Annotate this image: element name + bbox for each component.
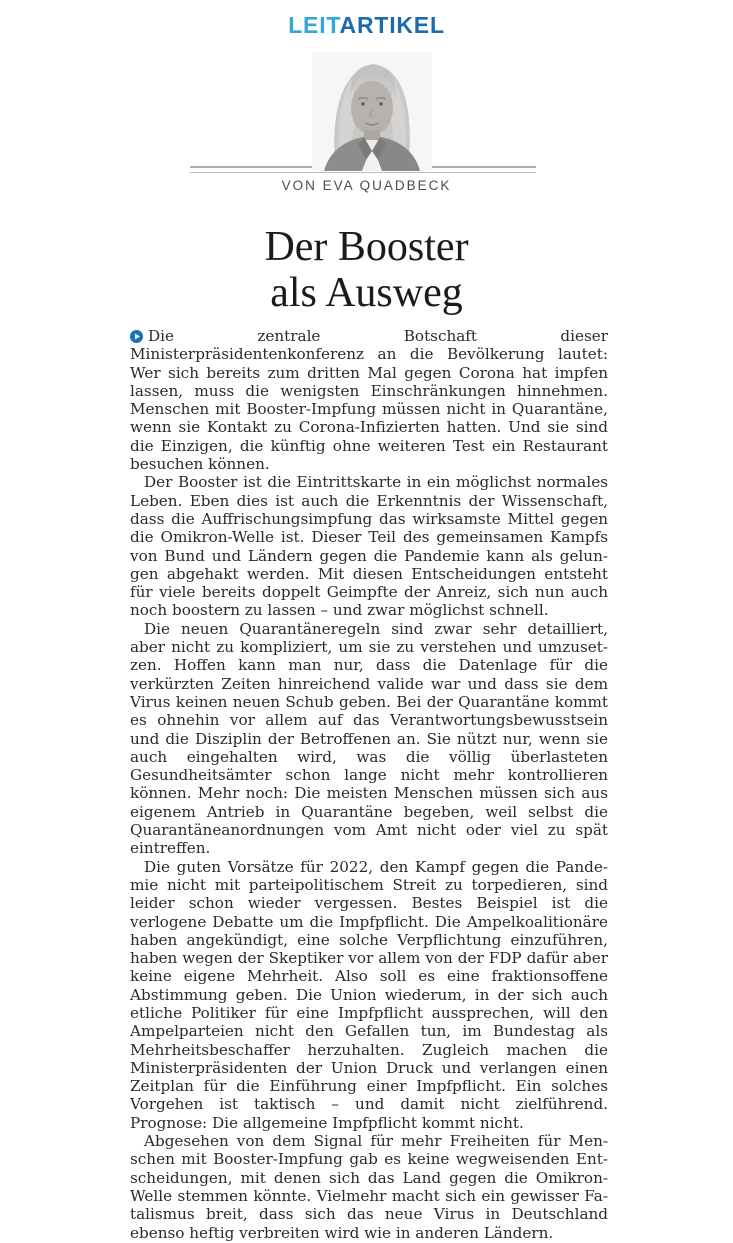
article-paragraph: Der Booster ist die Eintrittskarte in ein möglichst normales Leben. Eben dies ist auch die Erkenntnis der Wissenschaft, dass die Auffrischungsimpfung das wirksamste Mittel gegen die Omikron-Welle ist. Dieser Teil des gemeinsamen Kampfs von Bund und Ländern gegen die Pandemie kann als gelungen abgehakt werden. Mit diesen Entscheidungen entsteht für viele bereits doppelt Geimpfte der Anreiz, sich nun auch noch boostern zu lassen – und zwar möglichst schnell.	[130, 473, 608, 620]
author-portrait-photo	[312, 52, 432, 171]
section-kicker	[0, 12, 733, 39]
title-line1: Der Booster	[264, 224, 469, 270]
article-paragraph: Abgesehen von dem Signal für mehr Freiheiten für Menschen mit Booster-Impfung gab es keine wegweisenden Entscheidungen, mit denen sich das Land gegen die Omikron-Welle stemmen könnte. Vielmehr macht sich ein gewisser Fatalismus breit, dass sich das neue Virus in Deutschland ebenso heftig verbreiten wird wie in anderen Ländern.	[130, 1132, 608, 1242]
portrait-illustration	[312, 52, 432, 171]
title-line2: als Ausweg	[270, 270, 463, 316]
play-bullet-icon	[130, 330, 143, 343]
article-title	[0, 224, 733, 316]
paragraph-text: Die zentrale Botschaft dieser Ministerpräsidentenkonferenz an die Bevölkerung lautet: Wer sich bereits zum dritten Mal gegen Corona hat impfen lassen, muss die wenigsten Einschränkungen hinnehmen. Menschen mit Booster-Impfung müssen nicht in Quarantäne, wenn sie Kontakt zu Corona-Infizierten hatten. Und sie sind die Einzigen, die künftig ohne weiteren Test ein Restaurant besuchen können.	[130, 327, 608, 474]
article-paragraph: Die guten Vorsätze für 2022, den Kampf gegen die Pandemie nicht mit parteipolitischem Streit zu torpedieren, sind leider schon wieder vergessen. Bestes Beispiel ist die verlogene Debatte um die Impfpflicht. Die Ampelkoalitionäre haben angekündigt, eine solche Verpflichtung einzuführen, haben wegen der Skeptiker vor allem von der FDP dafür aber keine eigene Mehrheit. Also soll es eine fraktionsoffene Abstimmung geben. Die Union wiederum, in der sich auch etliche Politiker für eine Impfpflicht aussprechen, will den Ampelparteien nicht den Gefallen tun, im Bundestag als Mehrheitsbeschaffer herzuhalten. Zugleich machen die Ministerpräsidenten der Union Druck und verlangen einen Zeitplan für die Einführung einer Impfpflicht. Ein solches Vorgehen ist taktisch – und damit nicht zielführend. Prognose: Die allgemeine Impfpflicht kommt nicht.	[130, 857, 608, 1132]
kicker-text-dark: ARTIKEL	[339, 12, 445, 38]
article-body	[130, 327, 608, 1242]
article-paragraph: Die neuen Quarantäneregeln sind zwar sehr detailliert, aber nicht zu kompliziert, um sie zu verstehen und umzusetzen. Hoffen kann man nur, dass die Datenlage für die verkürzten Zeiten hinreichend valide war und dass sie dem Virus keinen neuen Schub geben. Bei der Quarantäne kommt es ohnehin vor allem auf das Verantwortungsbewusstsein und die Disziplin der Betroffenen an. Sie nützt nur, wenn sie auch eingehalten wird, was die völlig überlasteten Gesundheitsämter schon lange nicht mehr kontrollieren können. Mehr noch: Die meisten Menschen müssen sich aus eigenem Antrieb in Quarantäne begeben, weil selbst die Quarantäneanordnungen vom Amt nicht oder viel zu spät eintreffen.	[130, 619, 608, 858]
kicker-text-light: LEIT	[288, 12, 340, 38]
byline: VON EVA QUADBECK	[281, 178, 452, 193]
article-paragraph	[130, 327, 608, 473]
